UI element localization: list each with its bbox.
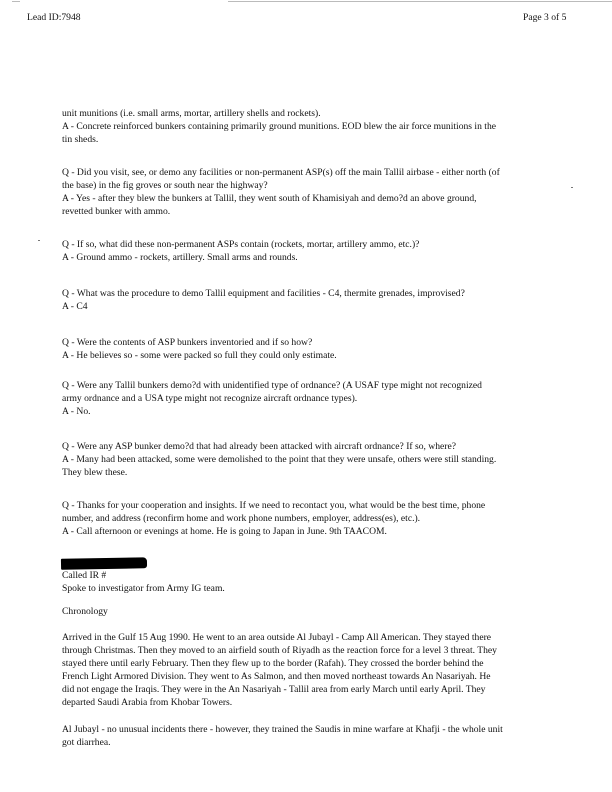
text-line: French Light Armored Division. They went to As Salmon, and then moved northeast towards An Nasariyah. He bbox=[62, 671, 491, 682]
scan-edge-line bbox=[228, 1, 612, 2]
text-line: A - C4 bbox=[62, 301, 88, 312]
chronology-paragraph bbox=[62, 631, 562, 709]
qa-inventory bbox=[62, 336, 562, 362]
text-line: A - Many had been attacked, some were demolished to the point that they were unsafe, others were still standing. bbox=[62, 454, 497, 465]
answer-continued bbox=[62, 107, 562, 146]
text-line: departed Saudi Arabia from Khobar Towers. bbox=[62, 697, 233, 708]
text-line: Al Jubayl - no unusual incidents there - however, they trained the Saudis in mine warfare at Khafji - the whole unit bbox=[62, 724, 503, 735]
text-line: Called IR # bbox=[62, 570, 107, 581]
text-line: stayed there until early February. Then they flew up to the border (Rafah). They crossed the border behind the bbox=[62, 658, 484, 669]
qa-attacked-bunkers bbox=[62, 440, 562, 479]
text-line: Q - Were the contents of ASP bunkers inventoried and if so how? bbox=[62, 337, 313, 348]
qa-offsite-asp bbox=[62, 166, 562, 218]
text-line: revetted bunker with ammo. bbox=[62, 206, 171, 217]
scan-speck bbox=[38, 240, 40, 241]
text-line: got diarrhea. bbox=[62, 737, 111, 748]
text-line: A - Concrete reinforced bunkers containing primarily ground munitions. EOD blew the air force munitions in the bbox=[62, 121, 497, 132]
text-line: Q - If so, what did these non-permanent ASPs contain (rockets, mortar, artillery ammo, etc.)? bbox=[62, 239, 420, 250]
call-note bbox=[62, 569, 562, 595]
text-line: A - Ground ammo - rockets, artillery. Small arms and rounds. bbox=[62, 252, 298, 263]
text-line: Q - Were any Tallil bunkers demo?d with unidentified type of ordnance? (A USAF type might not recognized bbox=[62, 380, 482, 391]
text-line: did not engage the Iraqis. They were in the An Nasariyah - Tallil area from early March until early April. They bbox=[62, 684, 486, 695]
text-line: army ordnance and a USA type might not recognize aircraft ordnance types). bbox=[62, 393, 358, 404]
lead-id: Lead ID:7948 bbox=[27, 12, 81, 23]
text-line: Spoke to investigator from Army IG team. bbox=[62, 583, 225, 594]
text-line: A - Call afternoon or evenings at home. He is going to Japan in June. 9th TAACOM. bbox=[62, 526, 387, 537]
text-line: Arrived in the Gulf 15 Aug 1990. He went to an area outside Al Jubayl - Camp All American. They stayed there bbox=[62, 632, 492, 643]
qa-unidentified-ordnance bbox=[62, 379, 562, 418]
text-line: unit munitions (i.e. small arms, mortar, artillery shells and rockets). bbox=[62, 108, 321, 119]
text-line: Q - Thanks for your cooperation and insights. If we need to recontact you, what would be the best time, phone bbox=[62, 500, 486, 511]
text-line: tin sheds. bbox=[62, 134, 99, 145]
text-line: A - He believes so - some were packed so full they could only estimate. bbox=[62, 350, 337, 361]
text-line: Chronology bbox=[62, 606, 108, 617]
text-line: the base) in the fig groves or south near the highway? bbox=[62, 180, 268, 191]
qa-demo-procedure bbox=[62, 287, 562, 313]
scan-artifact bbox=[12, 1, 20, 2]
text-line: through Christmas. Then they moved to an airfield south of Riyadh as the reaction force for a level 3 threat. They bbox=[62, 645, 497, 656]
qa-asp-contents bbox=[62, 238, 562, 264]
text-line: A - Yes - after they blew the bunkers at Tallil, they went south of Khamisiyah and demo?d an above ground, bbox=[62, 193, 477, 204]
text-line: A - No. bbox=[62, 406, 91, 417]
text-line: Q - What was the procedure to demo Tallil equipment and facilities - C4, thermite grenades, improvised? bbox=[62, 288, 465, 299]
text-line: number, and address (reconfirm home and work phone numbers, employer, address(es), etc.). bbox=[62, 513, 421, 524]
text-line: Q - Did you visit, see, or demo any facilities or non-permanent ASP(s) off the main Tallil airbase - either north (of bbox=[62, 167, 500, 178]
chronology-heading bbox=[62, 605, 562, 618]
scan-speck bbox=[571, 187, 573, 188]
text-line: Q - Were any ASP bunker demo?d that had already been attacked with aircraft ordnance? If so, where? bbox=[62, 441, 457, 452]
al-jubayl-paragraph bbox=[62, 723, 562, 749]
redaction-bar bbox=[61, 557, 147, 569]
qa-recontact bbox=[62, 499, 562, 538]
page-number: Page 3 of 5 bbox=[523, 12, 567, 23]
text-line: They blew these. bbox=[62, 467, 128, 478]
